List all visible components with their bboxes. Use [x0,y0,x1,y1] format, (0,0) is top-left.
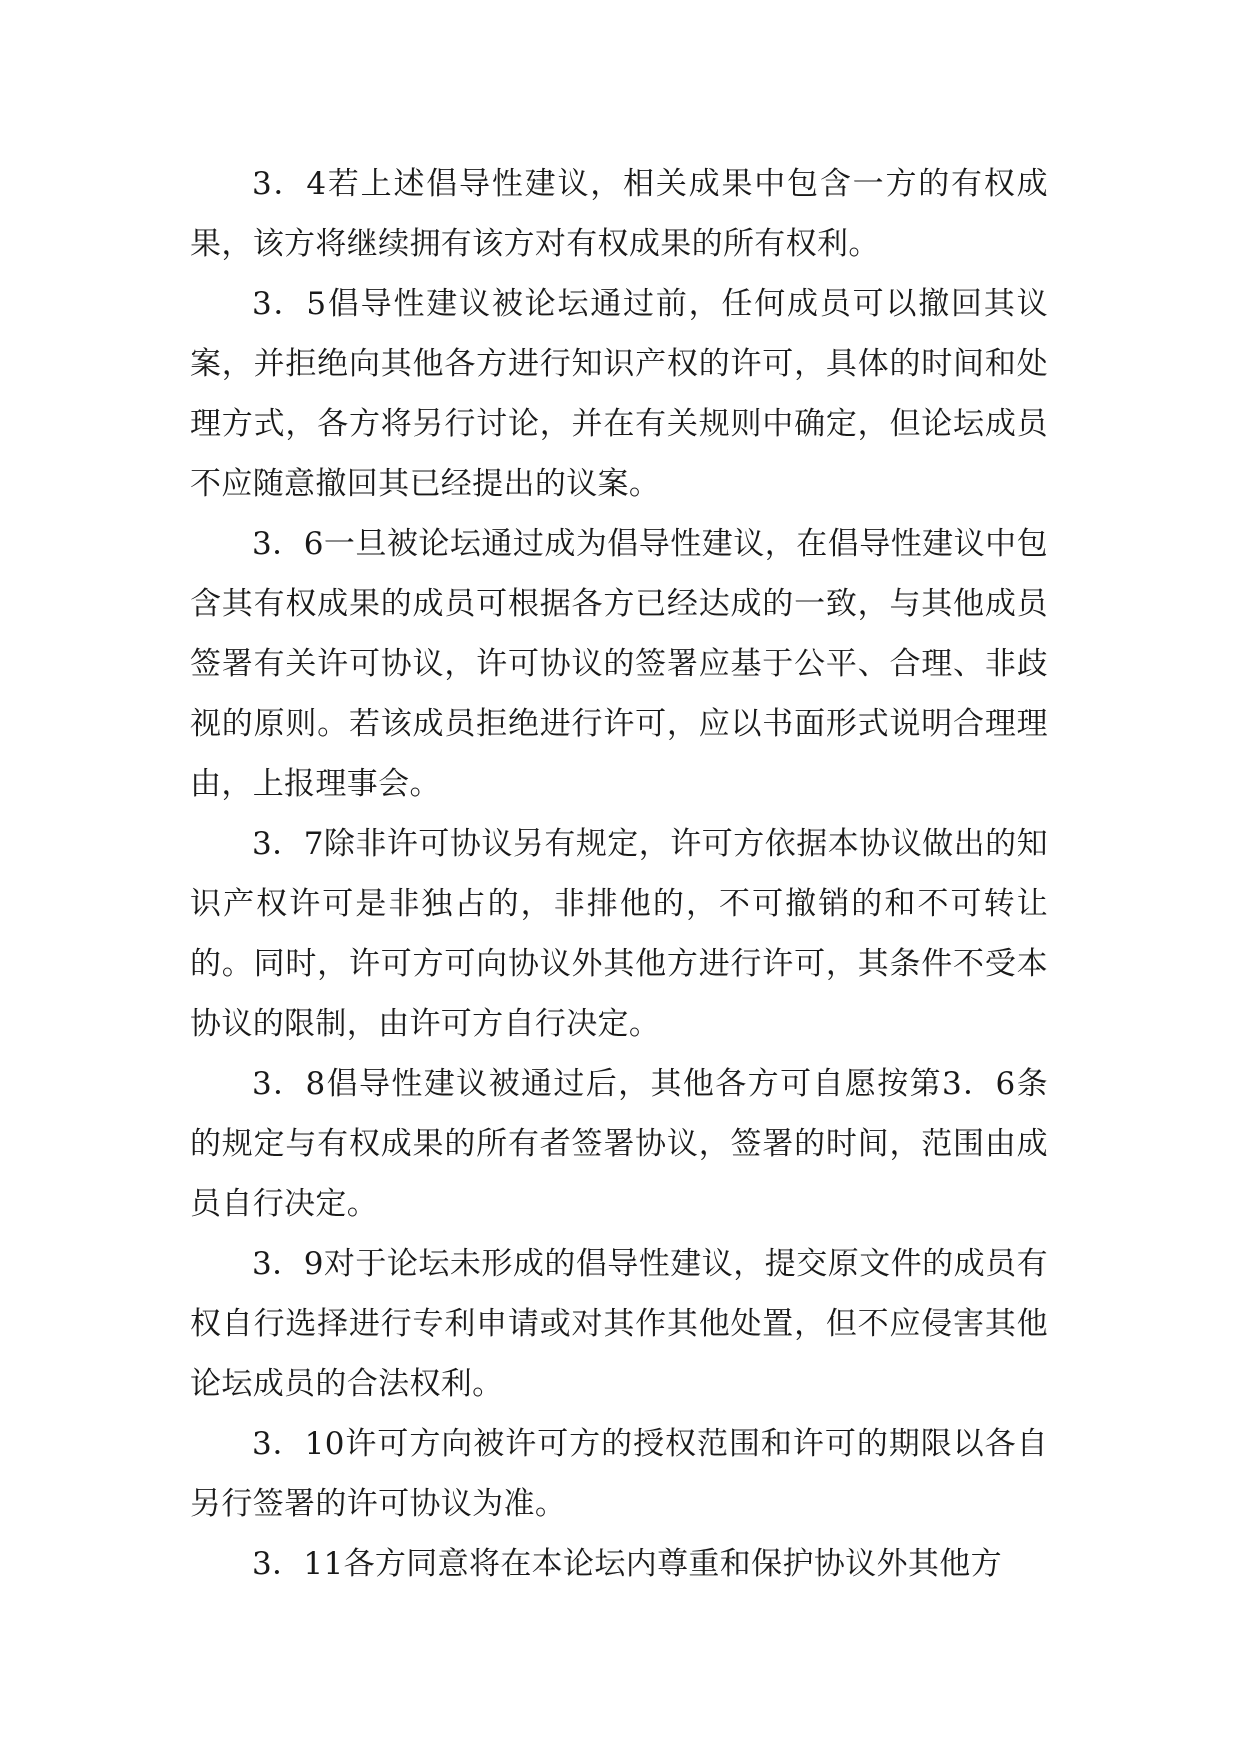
clause-3-11: 3．11各方同意将在本论坛内尊重和保护协议外其他方 [252,1546,1002,1582]
clause-3-9: 3．9对于论坛未形成的倡导性建议，提交原文件的成员有权自行选择进行专利申请或对其作其他处置，但不应侵害其他论坛成员的合法权利。 [190,1246,1048,1402]
clause-3-7: 3．7除非许可协议另有规定，许可方依据本协议做出的知识产权许可是非独占的，非排他的，不可撤销的和不可转让的。同时，许可方可向协议外其他方进行许可，其条件不受本协议的限制，由许可方自行决定。 [190,826,1048,1042]
clause-3-10: 3．10许可方向被许可方的授权范围和许可的期限以各自另行签署的许可协议为准。 [190,1426,1048,1522]
clause-3-6: 3．6一旦被论坛通过成为倡导性建议，在倡导性建议中包含其有权成果的成员可根据各方已经达成的一致，与其他成员签署有关许可协议，许可协议的签署应基于公平、合理、非歧视的原则。若该成员拒绝进行许可，应以书面形式说明合理理由，上报理事会。 [190,526,1048,802]
document-body [190,154,1048,1594]
clause-3-8: 3．8倡导性建议被通过后，其他各方可自愿按第3．6条的规定与有权成果的所有者签署协议，签署的时间，范围由成员自行决定。 [190,1066,1048,1222]
clause-3-5: 3．5倡导性建议被论坛通过前，任何成员可以撤回其议案，并拒绝向其他各方进行知识产权的许可，具体的时间和处理方式，各方将另行讨论，并在有关规则中确定，但论坛成员不应随意撤回其已经提出的议案。 [190,286,1048,502]
clause-3-4: 3．4若上述倡导性建议，相关成果中包含一方的有权成果，该方将继续拥有该方对有权成果的所有权利。 [190,166,1048,262]
